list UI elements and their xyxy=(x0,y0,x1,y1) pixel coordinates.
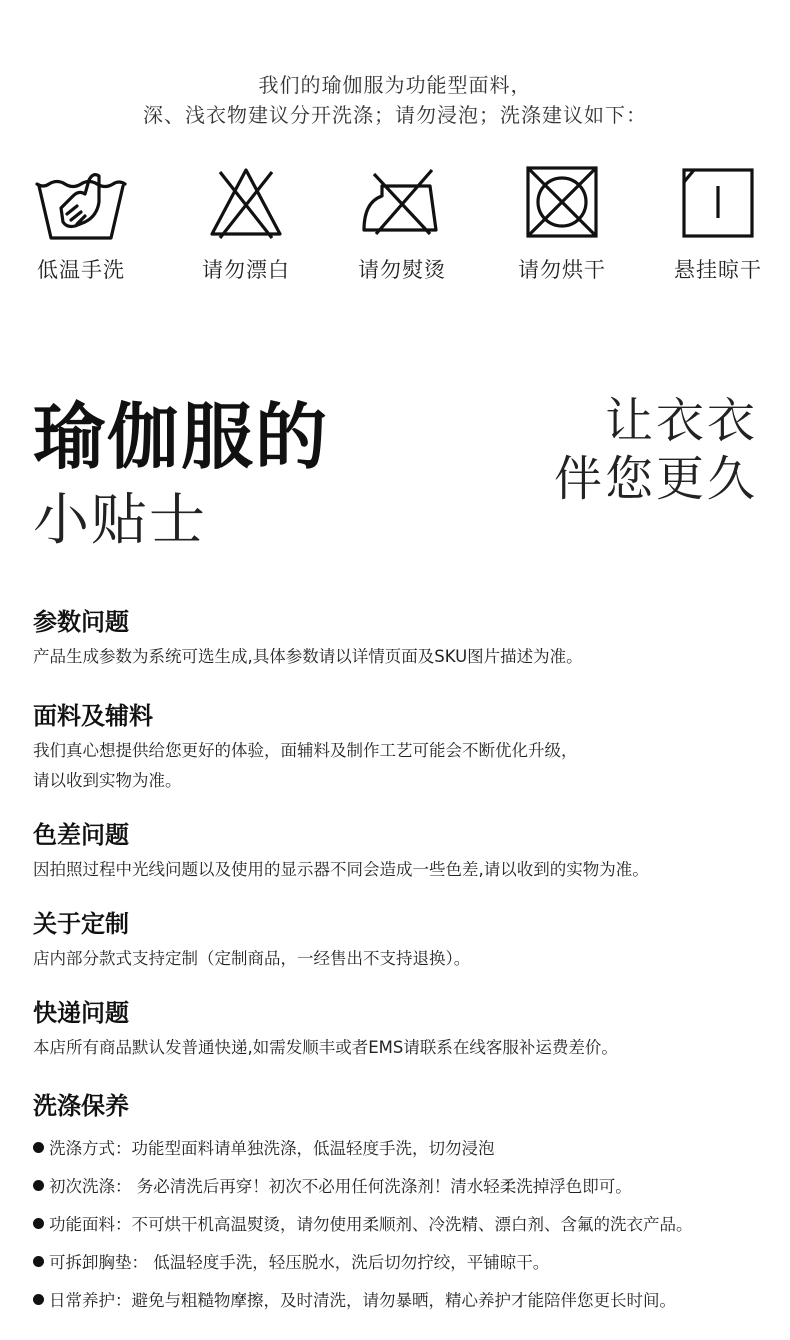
section-text xyxy=(33,1033,763,1063)
care-item-hang-dry xyxy=(643,162,790,284)
section-shipping xyxy=(33,997,763,1063)
care-label-no-iron: 请勿熨烫 xyxy=(358,258,446,282)
care-item-no-iron xyxy=(327,162,477,284)
intro-line-1: 我们的瑜伽服为功能型面料， xyxy=(258,73,532,97)
intro-line-2: 深、浅衣物建议分开洗涤；请勿浸泡；洗涤建议如下： xyxy=(143,103,647,127)
section-heading: 快递问题 xyxy=(33,999,129,1027)
section-params xyxy=(33,606,763,672)
section-text-line: 请以收到实物为准。 xyxy=(33,771,182,790)
section-text xyxy=(33,944,763,974)
section-heading: 洗涤保养 xyxy=(33,1092,129,1120)
section-heading: 面料及辅料 xyxy=(33,702,153,730)
list-item-text: 日常养护：避免与粗糙物摩擦，及时清洗，请勿暴晒，精心养护才能陪伴您更长时间。 xyxy=(49,1291,676,1310)
section-fabric xyxy=(33,700,763,796)
no-tumble-dry-icon xyxy=(522,162,602,242)
list-item xyxy=(33,1130,763,1168)
section-text xyxy=(33,736,763,796)
care-label-hang-dry: 悬挂晾干 xyxy=(674,258,762,282)
section-color xyxy=(33,819,763,885)
list-item-text: 功能面料：不可烘干机高温熨烫，请勿使用柔顺剂、冷洗精、漂白剂、含氟的洗衣产品。 xyxy=(49,1215,693,1234)
slogan xyxy=(554,392,758,508)
care-item-hand-wash xyxy=(6,162,156,284)
section-text-line: 因拍照过程中光线问题以及使用的显示器不同会造成一些色差,请以收到的实物为准。 xyxy=(33,860,649,879)
no-iron-icon xyxy=(360,162,444,242)
care-label-hand-wash: 低温手洗 xyxy=(37,258,125,282)
list-item xyxy=(33,1282,763,1320)
list-item-text: 洗涤方式：功能型面料请单独洗涤，低温轻度手洗，切勿浸泡 xyxy=(49,1139,495,1158)
section-text xyxy=(33,642,763,672)
section-text-line: 店内部分款式支持定制（定制商品，一经售出不支持退换）。 xyxy=(33,949,471,968)
bullet-icon xyxy=(33,1180,44,1191)
section-text xyxy=(33,855,763,885)
section-heading: 参数问题 xyxy=(33,608,129,636)
section-custom xyxy=(33,908,763,974)
bullet-icon xyxy=(33,1294,44,1305)
no-bleach-icon xyxy=(206,162,286,242)
care-label-no-bleach: 请勿漂白 xyxy=(202,258,290,282)
hand-wash-icon xyxy=(33,162,129,242)
section-text-line: 我们真心想提供给您更好的体验，面辅料及制作工艺可能会不断优化升级， xyxy=(33,741,578,760)
list-item xyxy=(33,1206,763,1244)
intro-text xyxy=(0,70,790,130)
page-subtitle: 小贴士 xyxy=(33,488,207,553)
section-care xyxy=(33,1090,763,1320)
section-text-line: 产品生成参数为系统可选生成,具体参数请以详情页面及SKU图片描述为准。 xyxy=(33,647,583,666)
section-text-line: 本店所有商品默认发普通快递,如需发顺丰或者EMS请联系在线客服补运费差价。 xyxy=(33,1038,618,1057)
list-item-text: 初次洗涤： 务必清洗后再穿！初次不必用任何洗涤剂！清水轻柔洗掉浮色即可。 xyxy=(49,1177,632,1196)
care-item-no-bleach xyxy=(171,162,321,284)
list-item-text: 可拆卸胸垫： 低温轻度手洗，轻压脱水，洗后切勿拧绞，平铺晾干。 xyxy=(49,1253,550,1272)
slogan-line-1: 让衣衣 xyxy=(604,393,758,449)
list-item xyxy=(33,1168,763,1206)
bullet-icon xyxy=(33,1142,44,1153)
section-heading: 关于定制 xyxy=(33,910,129,938)
bullet-icon xyxy=(33,1218,44,1229)
section-heading: 色差问题 xyxy=(33,821,129,849)
care-label-no-tumble-dry: 请勿烘干 xyxy=(518,258,606,282)
list-item xyxy=(33,1244,763,1282)
care-item-no-tumble-dry xyxy=(487,162,637,284)
care-list xyxy=(33,1130,763,1320)
page-title: 瑜伽服的 xyxy=(33,395,330,479)
slogan-line-2: 伴您更久 xyxy=(553,451,758,507)
hang-dry-icon xyxy=(678,162,758,242)
bullet-icon xyxy=(33,1256,44,1267)
